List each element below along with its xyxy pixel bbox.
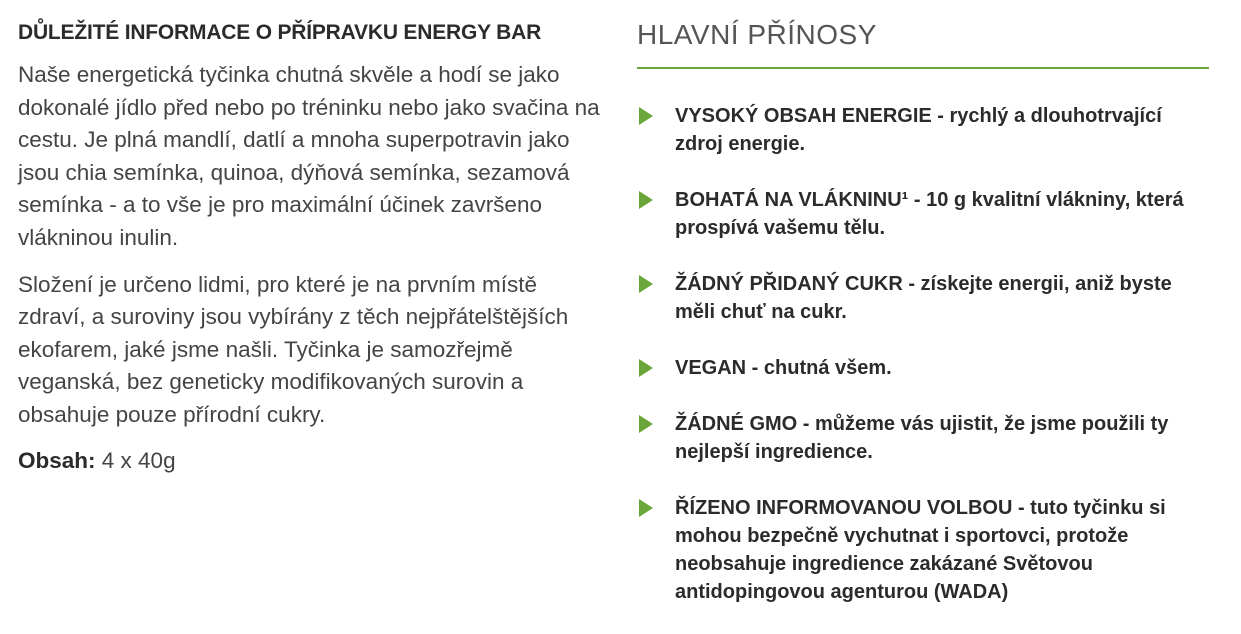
benefit-item (637, 270, 1209, 326)
benefit-item (637, 186, 1209, 242)
heading-divider (637, 67, 1209, 69)
benefit-item (637, 494, 1209, 606)
benefit-text: VYSOKÝ OBSAH ENERGIE - rychlý a dlouhotrvající zdroj energie. (675, 105, 1162, 155)
product-composition: Složení je určeno lidmi, pro které je na prvním místě zdraví, a suroviny jsou vybírány z těch nejpřátelštějších ekofarem, jaké jsme našli. Tyčinka je samozřejmě veganská, bez geneticky modifikovaných surovin a obsahuje pouze přírodní cukry. (18, 271, 569, 427)
content-label: Obsah: (18, 447, 96, 473)
benefits-section (637, 15, 1209, 634)
triangle-bullet-icon (639, 275, 653, 293)
product-info-heading: DŮLEŽITÉ INFORMACE O PŘÍPRAVKU ENERGY BAR (18, 21, 542, 44)
benefit-text: BOHATÁ NA VLÁKNINU¹ - 10 g kvalitní vlákniny, která prospívá vašemu tělu. (675, 189, 1184, 239)
product-description: Naše energetická tyčinka chutná skvěle a hodí se jako dokonalé jídlo před nebo po tréninku nebo jako svačina na cestu. Je plná mandlí, datlí a mnoha superpotravin jako jsou chia semínka, quinoa, dýňová semínka, sezamová semínka - a to vše je pro maximální účinek završeno vlákninou inulin. (18, 62, 600, 250)
benefit-text: ŽÁDNÉ GMO - můžeme vás ujistit, že jsme použili ty nejlepší ingredience. (675, 413, 1169, 463)
triangle-bullet-icon (639, 415, 653, 433)
triangle-bullet-icon (639, 499, 653, 517)
triangle-bullet-icon (639, 359, 653, 377)
benefits-list (637, 102, 1209, 606)
benefit-item (637, 410, 1209, 466)
benefit-text: ŽÁDNÝ PŘIDANÝ CUKR - získejte energii, aniž byste měli chuť na cukr. (675, 273, 1172, 323)
content-value: 4 x 40g (101, 447, 176, 473)
benefit-item (637, 102, 1209, 158)
product-info-section (18, 18, 608, 476)
benefit-item (637, 354, 1209, 382)
benefit-text: VEGAN - chutná všem. (675, 357, 892, 379)
benefits-heading: HLAVNÍ PŘÍNOSY (637, 19, 877, 50)
triangle-bullet-icon (639, 107, 653, 125)
triangle-bullet-icon (639, 191, 653, 209)
benefit-text: ŘÍZENO INFORMOVANOU VOLBOU - tuto tyčinku si mohou bezpečně vychutnat i sportovci, protože neobsahuje ingredience zakázané Světovou antidopingovou agenturou (WADA) (675, 497, 1166, 603)
package-content (18, 446, 608, 476)
